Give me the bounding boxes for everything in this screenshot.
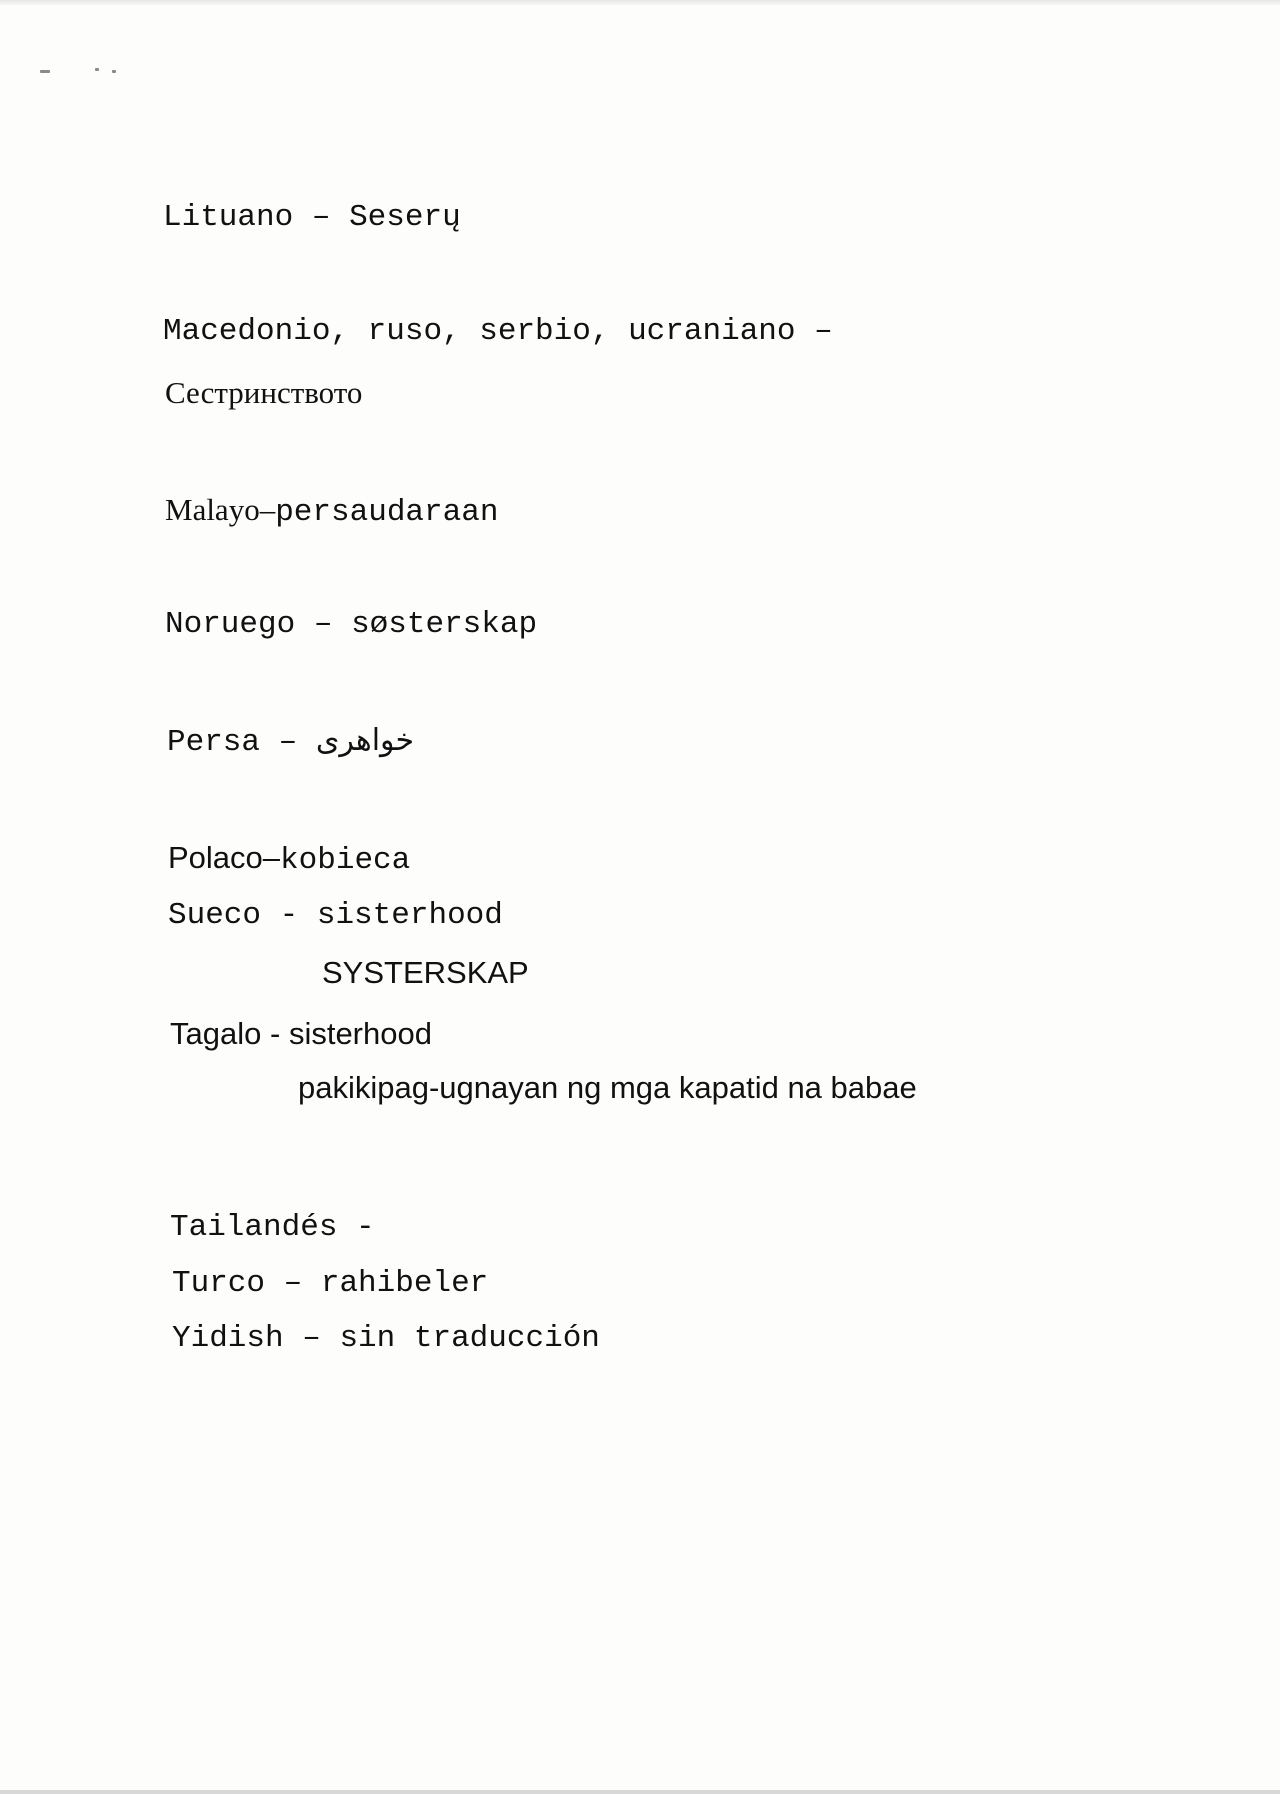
dash: – — [259, 492, 276, 527]
translation-sueco-extra: SYSTERSKAP — [322, 955, 529, 990]
dash: – — [313, 607, 333, 642]
dash: – — [814, 314, 833, 349]
scan-edge-top — [0, 0, 1280, 6]
scan-speck — [112, 70, 116, 73]
scan-speck — [40, 70, 50, 73]
translation-tagalo-extra: pakikipag-ugnayan ng mga kapatid na babae — [298, 1070, 917, 1105]
entry-tagalo — [170, 1016, 432, 1052]
dash: - — [356, 1210, 375, 1245]
language-name: Yidish — [172, 1321, 284, 1356]
language-name: Persa — [167, 725, 261, 760]
entry-turco — [172, 1266, 488, 1301]
language-name: Polaco — [168, 840, 263, 875]
entry-persa — [167, 723, 414, 760]
dash: - — [279, 898, 299, 933]
translation: sin traducción — [339, 1321, 600, 1356]
translation-macedonio: Сестринството — [165, 375, 363, 410]
language-name: Lituano — [163, 200, 294, 235]
scan-speck — [95, 68, 99, 71]
entry-malayo — [165, 492, 498, 530]
dash: – — [283, 1266, 303, 1301]
translation: خواهری — [315, 723, 415, 758]
translation: sisterhood — [288, 1016, 432, 1051]
entry-macedonio — [163, 314, 833, 349]
translation: sisterhood — [316, 898, 503, 933]
language-name: Malayo — [165, 492, 260, 527]
language-name: Turco — [172, 1266, 266, 1301]
translation: rahibeler — [320, 1266, 489, 1301]
entry-sueco — [168, 898, 503, 933]
entry-lituano — [163, 200, 461, 235]
dash: – — [302, 1321, 321, 1356]
language-name: Sueco — [168, 898, 262, 933]
translation: persaudaraan — [275, 495, 499, 530]
language-name: Macedonio, ruso, serbio, ucraniano — [163, 314, 796, 349]
translation: søsterskap — [351, 607, 538, 642]
entry-noruego — [165, 607, 537, 642]
language-name: Tailandés — [170, 1210, 338, 1245]
language-name: Tagalo — [170, 1016, 262, 1051]
translation: kobieca — [280, 843, 411, 878]
dash: – — [311, 200, 331, 235]
scan-edge-bottom — [0, 1790, 1280, 1794]
dash: - — [269, 1016, 281, 1051]
translation: Seserų — [349, 200, 461, 235]
entry-yidish — [172, 1321, 600, 1356]
entry-tailandes — [170, 1210, 375, 1245]
entry-polaco — [168, 840, 410, 878]
dash: – — [278, 725, 298, 760]
language-name: Noruego — [165, 607, 296, 642]
dash: – — [262, 840, 281, 875]
